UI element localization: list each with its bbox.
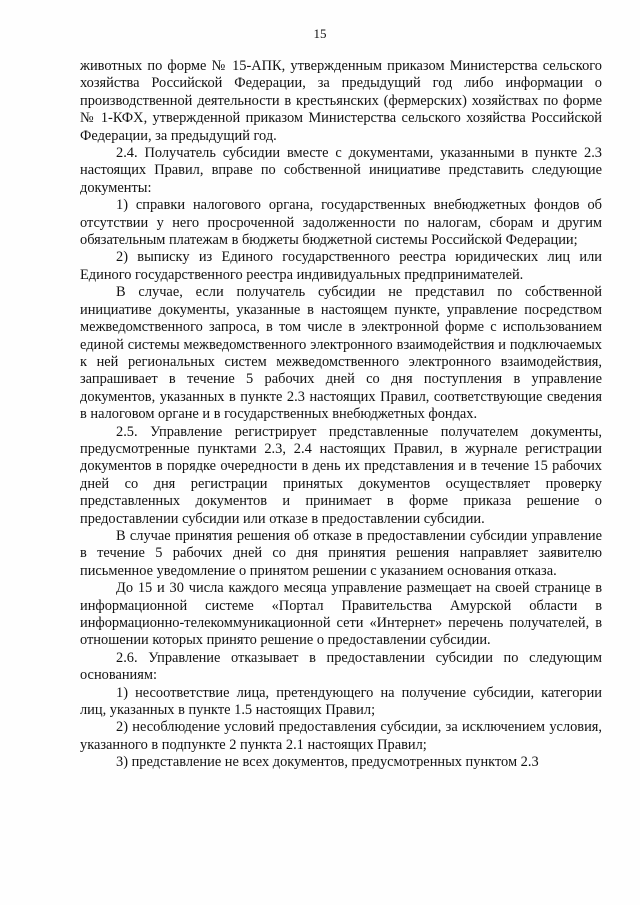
paragraph-2-5: 2.5. Управление регистрирует представленные получателем документы, предусмотренные пунктами 2.3, 2.4 настоящих Правил, в журнале регистрации документов в порядке очередности в день их представления и в течение 15 рабочих дней со дня регистрации принятых документов осуществляет проверку представленных документов и принимает в форме приказа решение о предоставлении субсидии или отказе в предоставлении субсидии.	[80, 423, 602, 527]
list-item-registry-extract: 2) выписку из Единого государственного реестра юридических лиц или Единого государственного реестра индивидуальных предпринимателей.	[80, 249, 602, 283]
list-item-tax-certificates: 1) справки налогового органа, государственных внебюджетных фондов об отсутствии у него просроченной задолженности по налогам, сборам и другим обязательным платежам в бюджеты бюджетной системы Российской Федерации;	[80, 197, 602, 249]
list-item-incomplete-documents: 3) представление не всех документов, предусмотренных пунктом 2.3	[116, 754, 539, 771]
document-body	[80, 58, 602, 772]
paragraph-portal-publication: До 15 и 30 числа каждого месяца управление размещает на своей странице в информационной системе «Портал Правительства Амурской области в информационно-телекоммуникационной сети «Интернет» перечень получателей, в отношении которых принято решение о предоставлении субсидии.	[80, 580, 602, 649]
paragraph-interagency-request: В случае, если получатель субсидии не представил по собственной инициативе документы, указанные в настоящем пункте, управление посредством межведомственного запроса, в том числе в электронной форме с использованием единой системы межведомственного электронного взаимодействия и подключаемых к ней региональных систем межведомственного электронного взаимодействия, запрашивает в течение 5 рабочих дней со дня поступления в управление документов, указанных в пункте 2.3 настоящих Правил, соответствующие сведения в налоговом органе и в государственных внебюджетных фондах.	[80, 284, 602, 423]
paragraph-2-4: 2.4. Получатель субсидии вместе с документами, указанными в пункте 2.3 настоящих Правил, вправе по собственной инициативе представить следующие документы:	[80, 145, 602, 196]
paragraph-2-6: 2.6. Управление отказывает в предоставлении субсидии по следующим основаниям:	[80, 649, 602, 684]
paragraph-continuation: животных по форме № 15-АПК, утвержденным приказом Министерства сельского хозяйства Российской Федерации, за предыдущий год либо информации о производственной деятельности в крестьянских (фермерских) хозяйствах по форме № 1-КФХ, утвержденной приказом Министерства сельского хозяйства Российской Федерации, за предыдущий год.	[80, 58, 602, 144]
paragraph-refusal-notice: В случае принятия решения об отказе в предоставлении субсидии управление в течение 5 рабочих дней со дня принятия решения направляет заявителю письменное уведомление о принятом решении с указанием основания отказа.	[80, 527, 602, 579]
list-item-category-mismatch: 1) несоответствие лица, претендующего на получение субсидии, категории лиц, указанных в пункте 1.5 настоящих Правил;	[80, 684, 602, 719]
list-item-conditions-violation: 2) несоблюдение условий предоставления субсидии, за исключением условия, указанного в подпункте 2 пункта 2.1 настоящих Правил;	[80, 719, 602, 753]
page-number: 15	[313, 26, 327, 41]
